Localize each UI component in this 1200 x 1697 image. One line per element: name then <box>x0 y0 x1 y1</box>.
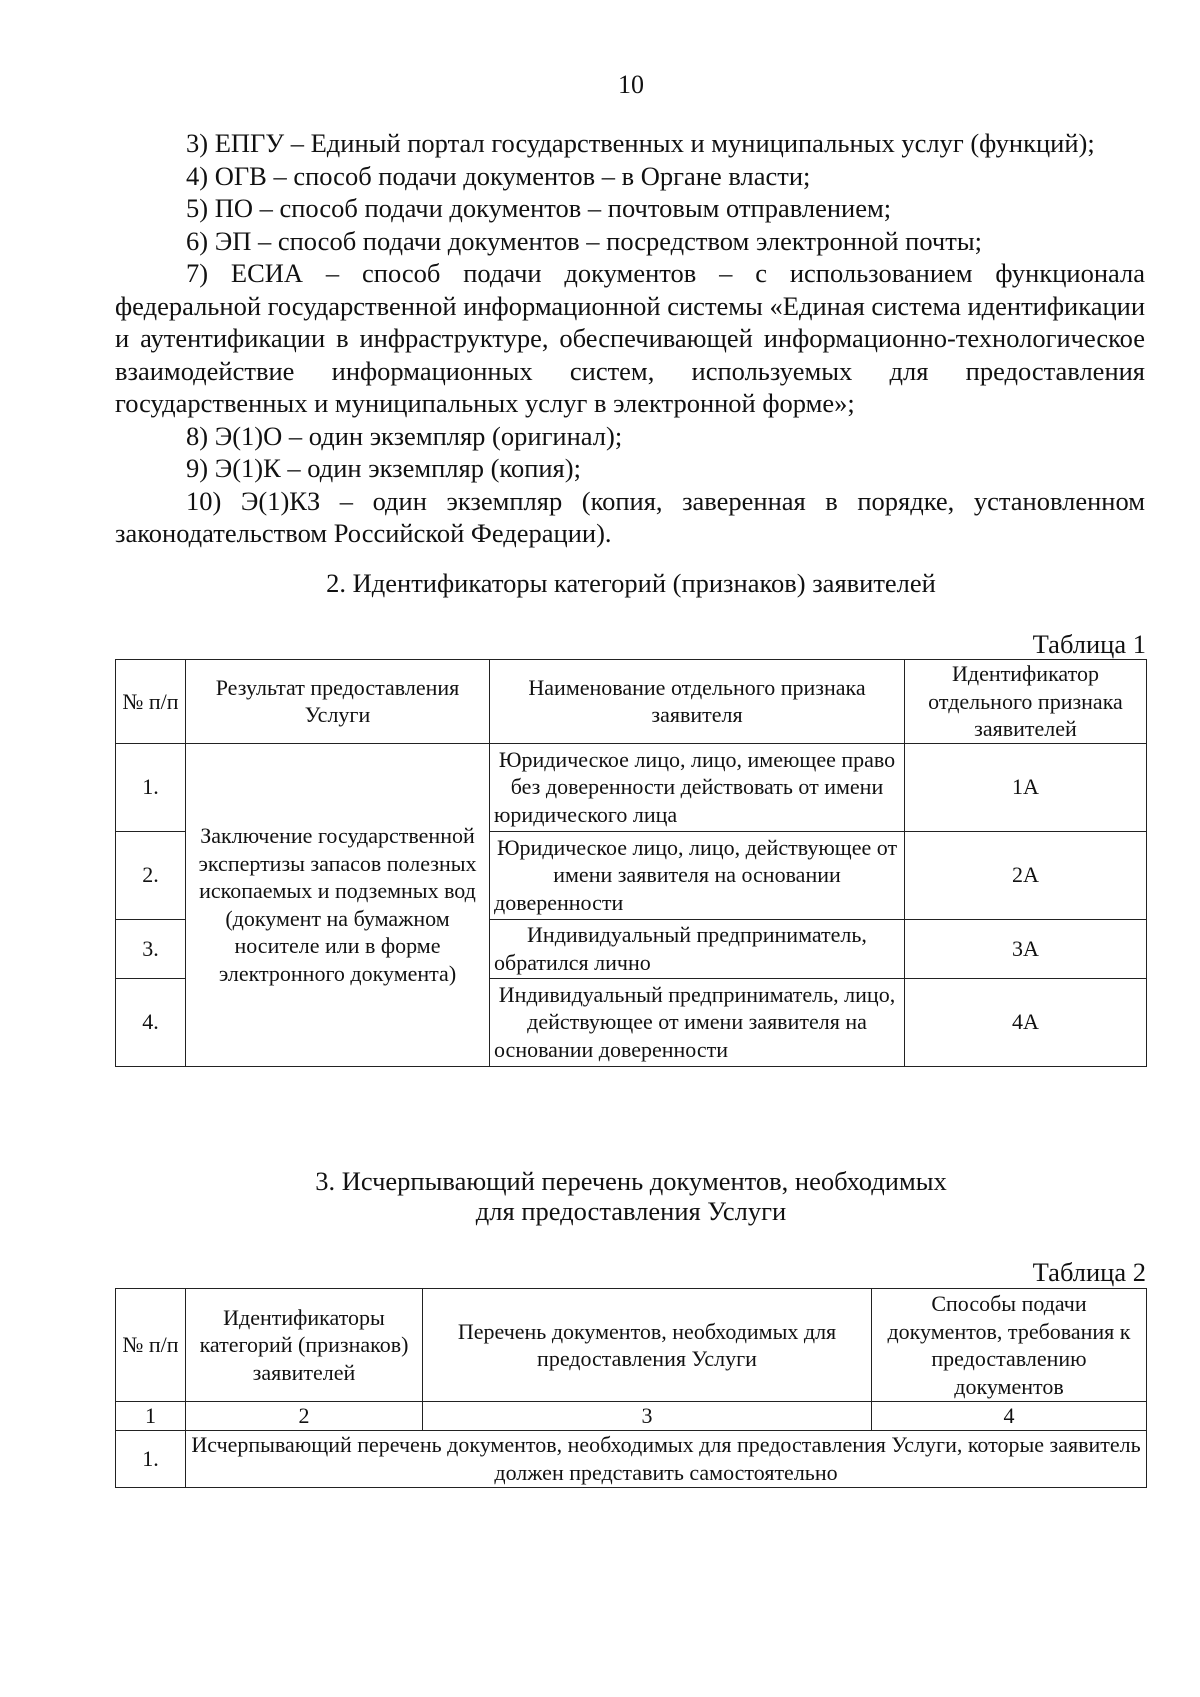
table-row <box>116 743 1147 831</box>
table-row <box>116 1430 1147 1487</box>
definition-item-8: 8) Э(1)О – один экземпляр (оригинал); <box>186 420 623 451</box>
header-num: № п/п <box>116 660 186 744</box>
definition-item-6: 6) ЭП – способ подачи документов – посредством электронной почты; <box>186 225 982 256</box>
table-1 <box>115 659 1147 1067</box>
table-2-caption: Таблица 2 <box>1032 1257 1146 1287</box>
row-name: Индивидуальный предприниматель, обратился лично <box>490 919 905 978</box>
row-name: Индивидуальный предприниматель, лицо, действующее от имени заявителя на основании доверенности <box>490 978 905 1066</box>
page-number: 10 <box>618 70 644 99</box>
table-1-header-row <box>116 660 1147 744</box>
definitions-list <box>115 127 1145 550</box>
definition-item-4: 4) ОГВ – способ подачи документов – в Органе власти; <box>186 160 811 191</box>
header-ids: Идентификаторы категорий (признаков) заявителей <box>186 1289 423 1402</box>
definition-item-9: 9) Э(1)К – один экземпляр (копия); <box>186 453 581 483</box>
table-2-header-row <box>116 1289 1147 1402</box>
header-name: Наименование отдельного признака заявителя <box>490 660 905 744</box>
row-merged-text: Исчерпывающий перечень документов, необходимых для предоставления Услуги, которые заявитель должен представить самостоятельно <box>186 1430 1147 1487</box>
col-number: 1 <box>116 1402 186 1431</box>
row-name: Юридическое лицо, лицо, имеющее право без доверенности действовать от имени юридического лица <box>490 743 905 831</box>
row-id: 2А <box>905 831 1147 919</box>
section-3-heading-line-2: для предоставления Услуги <box>475 1196 787 1226</box>
col-number: 4 <box>872 1402 1147 1431</box>
row-id: 1А <box>905 743 1147 831</box>
row-num: 4. <box>116 978 186 1066</box>
section-2-heading: 2. Идентификаторы категорий (признаков) заявителей <box>326 568 936 598</box>
col-number: 3 <box>423 1402 872 1431</box>
col-number: 2 <box>186 1402 423 1431</box>
row-id: 3А <box>905 919 1147 978</box>
table-1-caption: Таблица 1 <box>1032 629 1146 659</box>
column-numbers-row <box>116 1402 1147 1431</box>
header-id: Идентификатор отдельного признака заявителей <box>905 660 1147 744</box>
section-3-heading-line-1: 3. Исчерпывающий перечень документов, необходимых <box>315 1166 947 1196</box>
definition-item-10: 10) Э(1)КЗ – один экземпляр (копия, заверенная в порядке, установленном законодательством Российской Федерации). <box>115 485 1145 548</box>
row-num: 1. <box>116 1430 186 1487</box>
header-result: Результат предоставления Услуги <box>186 660 490 744</box>
row-num: 2. <box>116 831 186 919</box>
table-2 <box>115 1288 1147 1488</box>
row-num: 1. <box>116 743 186 831</box>
row-id: 4А <box>905 978 1147 1066</box>
row-name: Юридическое лицо, лицо, действующее от имени заявителя на основании доверенности <box>490 831 905 919</box>
header-num: № п/п <box>116 1289 186 1402</box>
header-docs: Перечень документов, необходимых для предоставления Услуги <box>423 1289 872 1402</box>
result-cell: Заключение государственной экспертизы запасов полезных ископаемых и подземных вод (документ на бумажном носителе или в форме электронного документа) <box>186 743 490 1066</box>
header-methods: Способы подачи документов, требования к предоставлению документов <box>872 1289 1147 1402</box>
definition-item-3: 3) ЕПГУ – Единый портал государственных и муниципальных услуг (функций); <box>186 128 1095 158</box>
definition-item-5: 5) ПО – способ подачи документов – почтовым отправлением; <box>186 193 892 223</box>
row-num: 3. <box>116 919 186 978</box>
definition-item-7: 7) ЕСИА – способ подачи документов – с использованием функционала федеральной государственной информационной системы «Единая система идентификации и аутентификации в инфраструктуре, обеспечивающей информационно-технологическое взаимодействие информационных систем, используемых для предоставления государственных и муниципальных услуг в электронной форме»; <box>115 258 1145 418</box>
